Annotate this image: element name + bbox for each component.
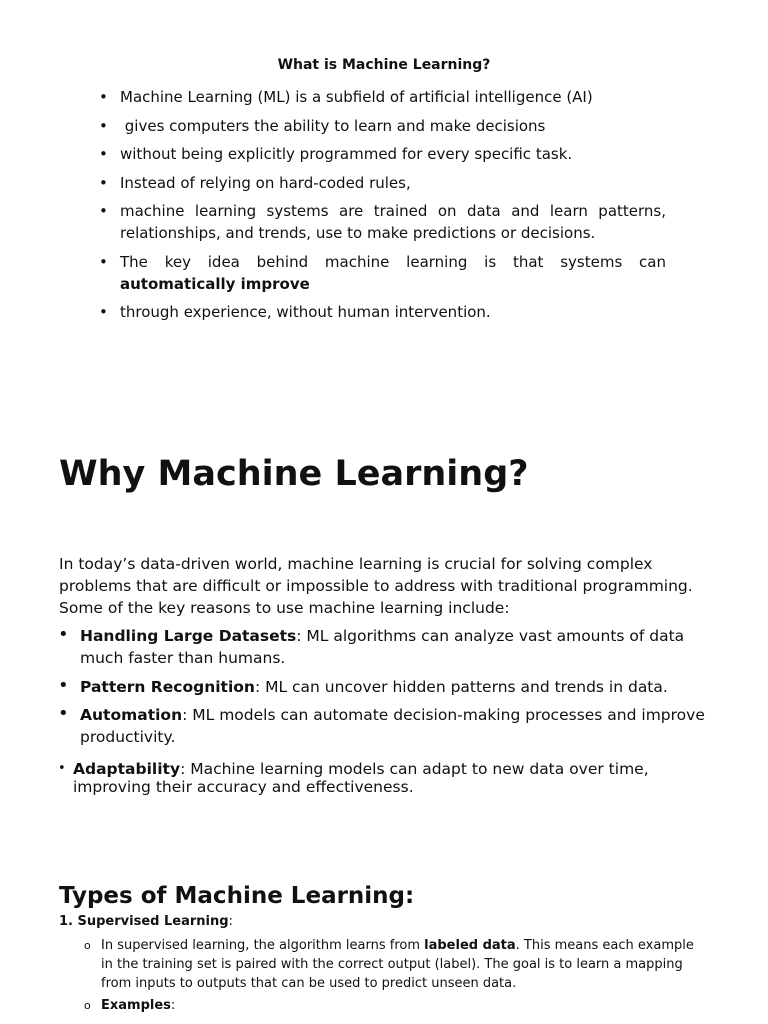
list-item: • The key idea behind machine learning is that systems can automatically improve (99, 252, 666, 293)
intro-paragraph: In today’s data-driven world, machine learning is crucial for solving complex problems that are difficult or impossible to address with traditional programming. Some of the key reasons to use machine learning include: (59, 555, 693, 617)
list-item: • Pattern Recognition: ML can uncover hidden patterns and trends in data. (58, 674, 668, 696)
reason-term: Automation (80, 706, 183, 724)
bullet-icon: • (58, 761, 66, 776)
bullet-icon: • (99, 116, 108, 135)
list-item-adaptability: • Adaptability: Machine learning models can adapt to new data over time, improving their accuracy and effectiveness. (58, 760, 649, 796)
list-item: o Examples: (84, 998, 176, 1013)
reason-term: Handling Large Datasets (80, 627, 297, 645)
heading-types-of-ml: Types of Machine Learning: (59, 883, 415, 909)
list-item: • through experience, without human intervention. (99, 303, 491, 321)
bullet-icon: • (99, 252, 108, 271)
heading-why-ml: Why Machine Learning? (59, 454, 529, 494)
reasons-list (58, 625, 718, 755)
reason-term: Adaptability (73, 760, 181, 778)
list-item: • Instead of relying on hard-coded rules, (99, 173, 411, 192)
circle-bullet-icon: o (84, 999, 91, 1012)
bullet-icon: • (99, 88, 108, 106)
bullet-icon: • (99, 145, 108, 163)
bullet-icon: • (58, 624, 69, 645)
subheading-supervised: 1. Supervised Learning: (59, 914, 233, 929)
section-title-what-is-ml: What is Machine Learning? (277, 57, 491, 73)
bold-phrase: automatically improve (120, 274, 310, 293)
list-item: • Machine Learning (ML) is a subfield of artificial intelligence (AI) (99, 88, 593, 106)
supervised-list (84, 936, 704, 1018)
list-item: • gives computers the ability to learn and make decisions (99, 116, 546, 135)
list-item: • machine learning systems are trained on data and learn patterns, relationships, and trends, use to make predictions or decisions. (99, 202, 666, 242)
list-item: • without being explicitly programmed for every specific task. (99, 145, 573, 163)
bullet-icon: • (99, 303, 108, 321)
circle-bullet-icon: o (84, 939, 91, 952)
list-item: • Handling Large Datasets: ML algorithms can analyze vast amounts of data much faster than humans. (58, 624, 685, 667)
bullet-icon: • (58, 703, 69, 724)
reason-term: Pattern Recognition (80, 677, 255, 696)
list-item: • Automation: ML models can automate decision-making processes and improve productivity. (58, 703, 705, 746)
list-item: o In supervised learning, the algorithm learns from labeled data. This means each example in the training set is paired with the correct output (label). The goal is to learn a mapping from inputs to outputs that can be used to predict unseen data. (84, 938, 694, 991)
bullet-icon: • (99, 173, 108, 192)
bullet-icon: • (58, 674, 69, 696)
bullet-icon: • (99, 202, 108, 220)
ml-definition-list (98, 86, 666, 330)
